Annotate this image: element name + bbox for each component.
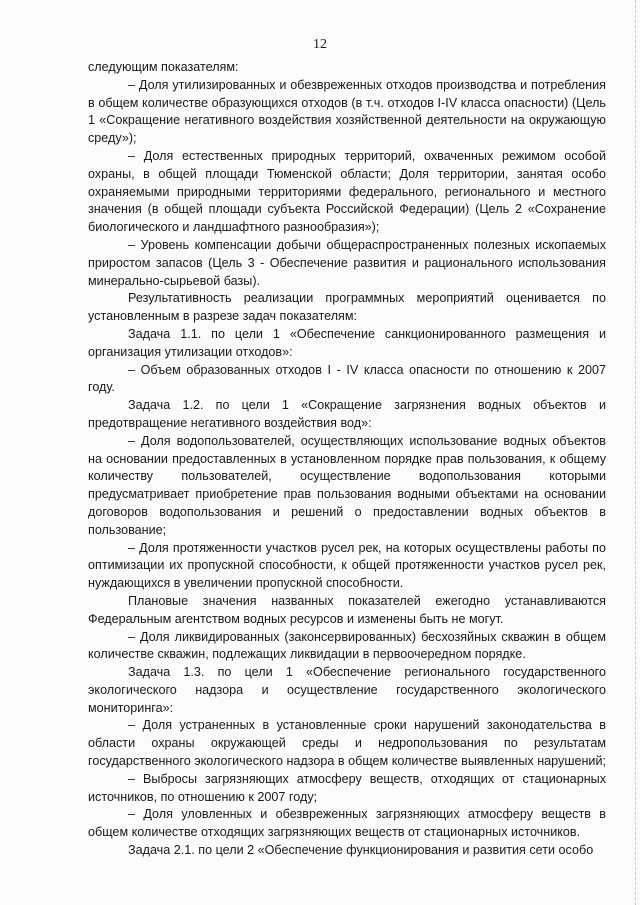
paragraph: Задача 1.1. по цели 1 «Обеспечение санкционированного размещения и организация утилизации отходов»: bbox=[88, 326, 606, 359]
paragraph: – Уровень компенсации добычи общераспространенных полезных ископаемых приростом запасов (Цель 3 - Обеспечение развития и рационального использования минерально-сырьевой базы). bbox=[88, 237, 606, 288]
paragraph: Плановые значения названных показателей ежегодно устанавливаются Федеральным агентством водных ресурсов и изменены быть не могут. bbox=[88, 593, 606, 626]
document-body bbox=[88, 59, 606, 860]
paragraph: Задача 2.1. по цели 2 «Обеспечение функционирования и развития сети особо bbox=[128, 843, 594, 858]
page-number: 12 bbox=[313, 37, 327, 52]
paragraph: Задача 1.2. по цели 1 «Сокращение загрязнения водных объектов и предотвращение негативного воздействия вод»: bbox=[88, 398, 606, 430]
paragraph: Задача 1.3. по цели 1 «Обеспечение регионального государственного экологического надзора и осуществление государственного экологического мониторинга»: bbox=[88, 665, 606, 715]
paragraph: – Доля водопользователей, осуществляющих использование водных объектов на основании предоставленных в установленном порядке прав пользования, к общему количеству пользователей, осуществление водопользования которыми предусматривает приобретение прав пользования водными объектами на основании договоров водопользования и решений о предоставлении водных объектов в пользование; bbox=[88, 433, 606, 537]
paragraph: – Доля естественных природных территорий, охваченных режимом особой охраны, в общей площади Тюменской области; Доля территории, занятая особо охраняемыми природными территориями федерального, регионального и местного значения (в общей площади субъекта Российской Федерации) (Цель 2 «Сохранение биологического и ландшафтного разнообразия»); bbox=[88, 148, 606, 235]
page-edge bbox=[635, 0, 636, 905]
paragraph: – Объем образованных отходов I - IV класса опасности по отношению к 2007 году. bbox=[88, 362, 606, 395]
paragraph: – Доля устраненных в установленные сроки нарушений законодательства в области охраны окружающей среды и недропользования по результатам государственного экологического надзора в общем количестве выявленных нарушений; bbox=[88, 718, 606, 769]
paragraph: – Доля утилизированных и обезвреженных отходов производства и потребления в общем количестве образующихся отходов (в т.ч. отходов I-IV класса опасности) (Цель 1 «Сокращение негативного воздействия хозяйственной деятельности на окружающую среду»); bbox=[88, 77, 606, 146]
paragraph: Результативность реализации программных мероприятий оценивается по установленным в разрезе задач показателям: bbox=[88, 291, 606, 324]
paragraph: – Доля протяженности участков русел рек, на которых осуществлены работы по оптимизации их пропускной способности, к общей протяженности участков русел рек, нуждающихся в увеличении пропускной способности. bbox=[88, 540, 606, 591]
paragraph: следующим показателям: bbox=[88, 60, 239, 74]
paragraph: – Доля уловленных и обезвреженных загрязняющих атмосферу веществ в общем количестве отходящих загрязняющих веществ от стационарных источников. bbox=[88, 807, 606, 840]
paragraph: – Выбросы загрязняющих атмосферу веществ, отходящих от стационарных источников, по отношению к 2007 году; bbox=[88, 771, 606, 804]
paragraph: – Доля ликвидированных (законсервированных) бесхозяйных скважин в общем количестве скважин, подлежащих ликвидации в первоочередном порядке. bbox=[88, 629, 606, 662]
